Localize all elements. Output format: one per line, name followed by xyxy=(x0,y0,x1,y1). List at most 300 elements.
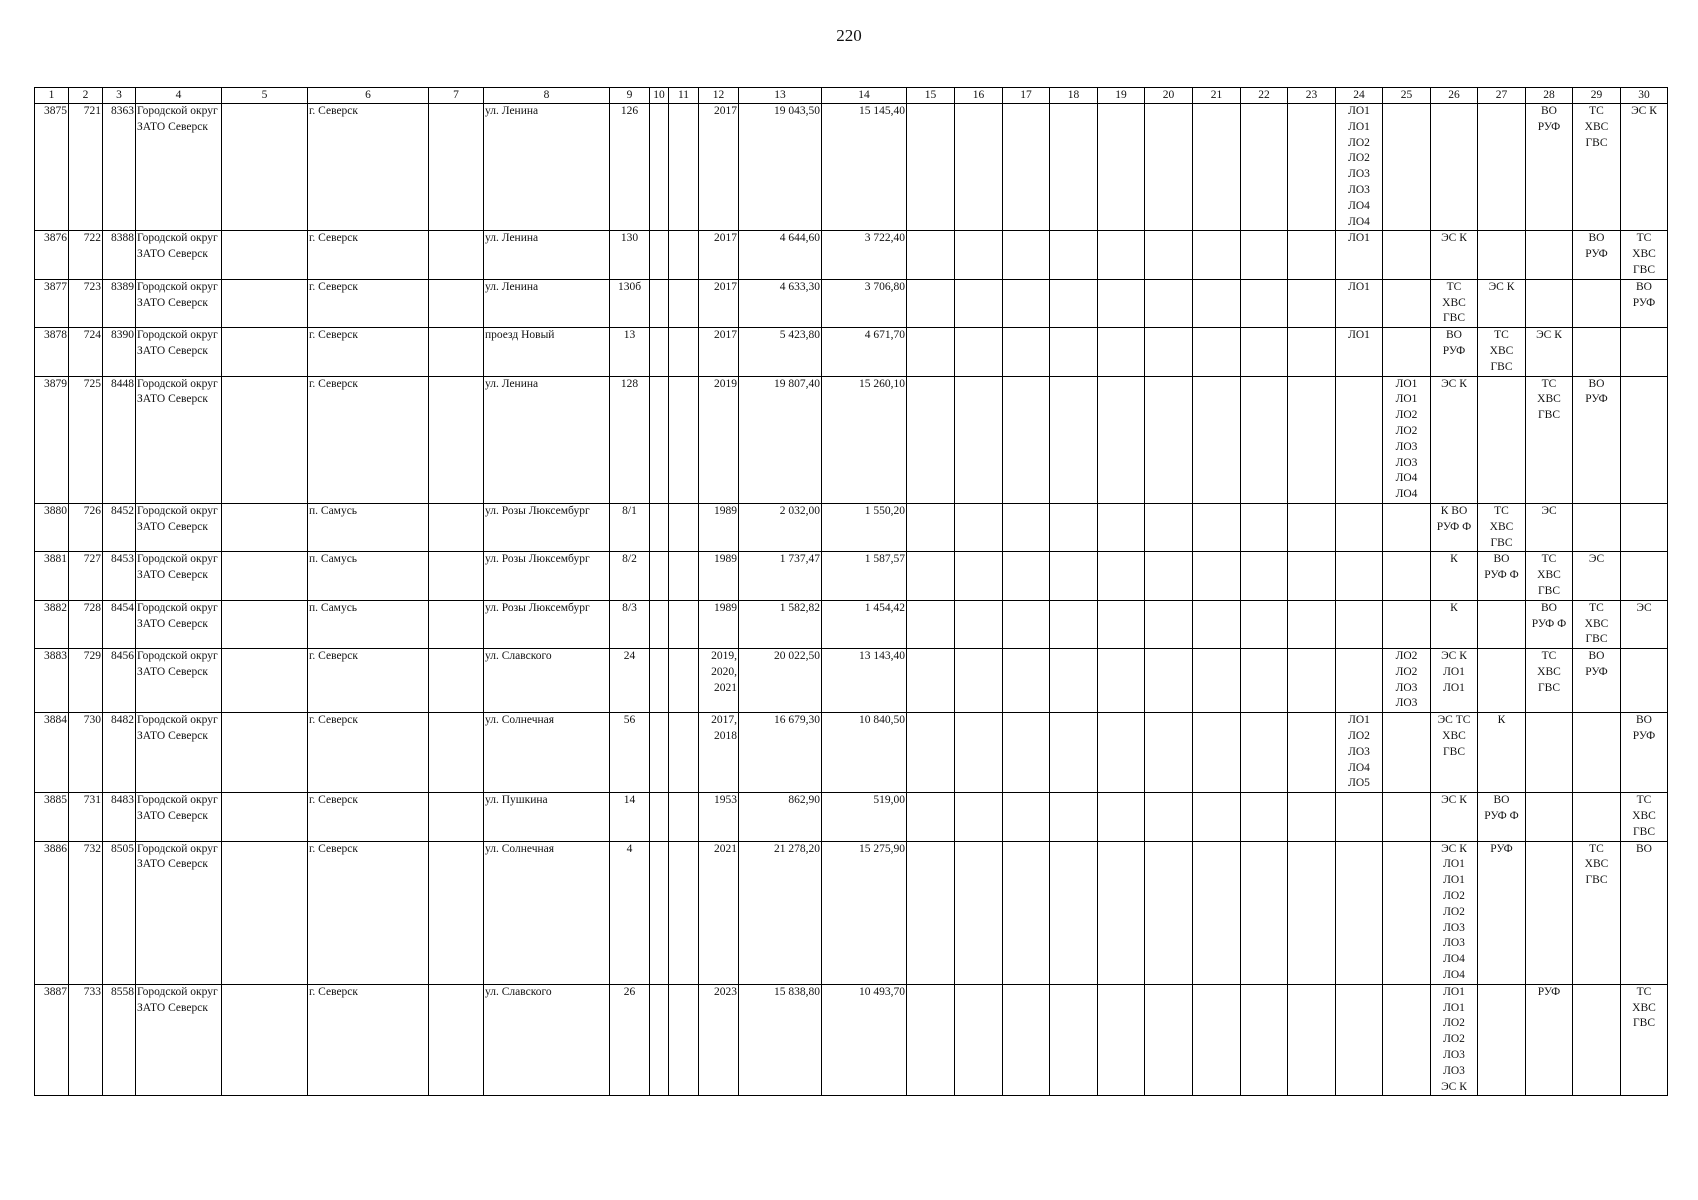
cell-col-18 xyxy=(1050,328,1098,376)
cell-col-20 xyxy=(1145,984,1193,1096)
cell-col-18 xyxy=(1050,503,1098,551)
cell-col-28: ВО РУФ xyxy=(1526,104,1573,231)
cell-col-28 xyxy=(1526,841,1573,984)
cell-col-11 xyxy=(669,841,699,984)
cell-col-6: г. Северск xyxy=(308,328,429,376)
cell-col-22 xyxy=(1241,104,1288,231)
cell-col-26: ЭС К xyxy=(1431,231,1478,279)
cell-col-15 xyxy=(907,328,955,376)
table-row xyxy=(35,503,1668,551)
cell-col-5 xyxy=(222,552,308,600)
table-row xyxy=(35,104,1668,231)
cell-col-27: ТС ХВС ГВС xyxy=(1478,328,1526,376)
cell-col-25 xyxy=(1383,104,1431,231)
cell-col-26: ЭС К ЛО1 ЛО1 xyxy=(1431,649,1478,713)
cell-col-5 xyxy=(222,600,308,648)
cell-col-7 xyxy=(429,984,484,1096)
cell-col-17 xyxy=(1003,649,1050,713)
cell-col-12: 2021 xyxy=(699,841,739,984)
cell-col-9: 128 xyxy=(610,376,650,503)
cell-col-19 xyxy=(1098,376,1145,503)
cell-col-30: ТС ХВС ГВС xyxy=(1621,984,1668,1096)
cell-col-18 xyxy=(1050,552,1098,600)
cell-col-9: 26 xyxy=(610,984,650,1096)
cell-col-7 xyxy=(429,713,484,793)
cell-col-23 xyxy=(1288,104,1336,231)
column-header-25: 25 xyxy=(1383,88,1431,104)
cell-col-7 xyxy=(429,376,484,503)
cell-col-10 xyxy=(650,793,669,841)
cell-col-3: 8452 xyxy=(103,503,136,551)
cell-col-5 xyxy=(222,279,308,327)
cell-col-12: 1989 xyxy=(699,552,739,600)
cell-col-6: п. Самусь xyxy=(308,552,429,600)
cell-col-10 xyxy=(650,713,669,793)
cell-col-28 xyxy=(1526,279,1573,327)
cell-col-27: РУФ xyxy=(1478,841,1526,984)
header-row xyxy=(35,88,1668,104)
cell-col-28 xyxy=(1526,793,1573,841)
cell-col-20 xyxy=(1145,376,1193,503)
cell-col-3: 8389 xyxy=(103,279,136,327)
cell-col-10 xyxy=(650,279,669,327)
cell-col-27: ВО РУФ Ф xyxy=(1478,552,1526,600)
cell-col-4: Городской округ ЗАТО Северск xyxy=(136,649,222,713)
cell-col-11 xyxy=(669,279,699,327)
cell-col-30: ТС ХВС ГВС xyxy=(1621,793,1668,841)
cell-col-24 xyxy=(1336,503,1383,551)
cell-col-13: 16 679,30 xyxy=(739,713,822,793)
column-header-18: 18 xyxy=(1050,88,1098,104)
cell-col-26: ЛО1 ЛО1 ЛО2 ЛО2 ЛО3 ЛО3 ЭС К xyxy=(1431,984,1478,1096)
column-header-7: 7 xyxy=(429,88,484,104)
cell-col-1: 3878 xyxy=(35,328,69,376)
column-header-29: 29 xyxy=(1573,88,1621,104)
cell-col-22 xyxy=(1241,503,1288,551)
cell-col-4: Городской округ ЗАТО Северск xyxy=(136,376,222,503)
cell-col-6: г. Северск xyxy=(308,104,429,231)
column-header-10: 10 xyxy=(650,88,669,104)
cell-col-14: 10 840,50 xyxy=(822,713,907,793)
cell-col-21 xyxy=(1193,984,1241,1096)
table-row xyxy=(35,793,1668,841)
column-header-2: 2 xyxy=(69,88,103,104)
cell-col-20 xyxy=(1145,841,1193,984)
cell-col-8: проезд Новый xyxy=(484,328,610,376)
cell-col-27 xyxy=(1478,600,1526,648)
cell-col-29 xyxy=(1573,328,1621,376)
cell-col-25: ЛО2 ЛО2 ЛО3 ЛО3 xyxy=(1383,649,1431,713)
cell-col-23 xyxy=(1288,793,1336,841)
table-row xyxy=(35,328,1668,376)
cell-col-2: 725 xyxy=(69,376,103,503)
cell-col-5 xyxy=(222,649,308,713)
cell-col-15 xyxy=(907,713,955,793)
cell-col-6: г. Северск xyxy=(308,279,429,327)
cell-col-19 xyxy=(1098,231,1145,279)
cell-col-17 xyxy=(1003,231,1050,279)
cell-col-17 xyxy=(1003,713,1050,793)
cell-col-28: ЭС К xyxy=(1526,328,1573,376)
cell-col-15 xyxy=(907,279,955,327)
cell-col-20 xyxy=(1145,104,1193,231)
cell-col-9: 8/3 xyxy=(610,600,650,648)
cell-col-18 xyxy=(1050,713,1098,793)
cell-col-1: 3880 xyxy=(35,503,69,551)
cell-col-5 xyxy=(222,328,308,376)
cell-col-22 xyxy=(1241,231,1288,279)
cell-col-12: 2023 xyxy=(699,984,739,1096)
cell-col-3: 8483 xyxy=(103,793,136,841)
cell-col-30 xyxy=(1621,503,1668,551)
cell-col-23 xyxy=(1288,713,1336,793)
cell-col-17 xyxy=(1003,376,1050,503)
table-row xyxy=(35,376,1668,503)
column-header-28: 28 xyxy=(1526,88,1573,104)
cell-col-24: ЛО1 xyxy=(1336,279,1383,327)
cell-col-25 xyxy=(1383,279,1431,327)
cell-col-19 xyxy=(1098,713,1145,793)
cell-col-4: Городской округ ЗАТО Северск xyxy=(136,841,222,984)
cell-col-21 xyxy=(1193,279,1241,327)
column-header-13: 13 xyxy=(739,88,822,104)
cell-col-17 xyxy=(1003,600,1050,648)
cell-col-17 xyxy=(1003,104,1050,231)
cell-col-12: 2017 xyxy=(699,328,739,376)
cell-col-21 xyxy=(1193,376,1241,503)
cell-col-1: 3883 xyxy=(35,649,69,713)
cell-col-28: ТС ХВС ГВС xyxy=(1526,649,1573,713)
cell-col-29: ВО РУФ xyxy=(1573,649,1621,713)
cell-col-23 xyxy=(1288,984,1336,1096)
cell-col-29: ТС ХВС ГВС xyxy=(1573,600,1621,648)
cell-col-3: 8390 xyxy=(103,328,136,376)
cell-col-18 xyxy=(1050,841,1098,984)
cell-col-3: 8454 xyxy=(103,600,136,648)
cell-col-1: 3886 xyxy=(35,841,69,984)
cell-col-20 xyxy=(1145,503,1193,551)
cell-col-12: 2017 xyxy=(699,231,739,279)
cell-col-27: ТС ХВС ГВС xyxy=(1478,503,1526,551)
cell-col-3: 8363 xyxy=(103,104,136,231)
cell-col-4: Городской округ ЗАТО Северск xyxy=(136,279,222,327)
cell-col-3: 8558 xyxy=(103,984,136,1096)
cell-col-4: Городской округ ЗАТО Северск xyxy=(136,984,222,1096)
cell-col-6: г. Северск xyxy=(308,649,429,713)
cell-col-27: К xyxy=(1478,713,1526,793)
cell-col-9: 130 xyxy=(610,231,650,279)
cell-col-30 xyxy=(1621,328,1668,376)
cell-col-2: 730 xyxy=(69,713,103,793)
cell-col-6: г. Северск xyxy=(308,376,429,503)
cell-col-15 xyxy=(907,231,955,279)
cell-col-27 xyxy=(1478,376,1526,503)
cell-col-1: 3877 xyxy=(35,279,69,327)
cell-col-10 xyxy=(650,552,669,600)
cell-col-13: 19 807,40 xyxy=(739,376,822,503)
cell-col-22 xyxy=(1241,328,1288,376)
cell-col-17 xyxy=(1003,793,1050,841)
cell-col-23 xyxy=(1288,552,1336,600)
cell-col-29: ВО РУФ xyxy=(1573,376,1621,503)
cell-col-2: 728 xyxy=(69,600,103,648)
cell-col-13: 21 278,20 xyxy=(739,841,822,984)
cell-col-29: ВО РУФ xyxy=(1573,231,1621,279)
cell-col-15 xyxy=(907,376,955,503)
cell-col-13: 20 022,50 xyxy=(739,649,822,713)
column-header-4: 4 xyxy=(136,88,222,104)
cell-col-10 xyxy=(650,231,669,279)
cell-col-26: ЭС К xyxy=(1431,376,1478,503)
cell-col-2: 723 xyxy=(69,279,103,327)
cell-col-25 xyxy=(1383,231,1431,279)
cell-col-16 xyxy=(955,231,1003,279)
cell-col-3: 8448 xyxy=(103,376,136,503)
cell-col-2: 733 xyxy=(69,984,103,1096)
cell-col-10 xyxy=(650,503,669,551)
cell-col-10 xyxy=(650,600,669,648)
cell-col-3: 8482 xyxy=(103,713,136,793)
cell-col-24: ЛО1 ЛО1 ЛО2 ЛО2 ЛО3 ЛО3 ЛО4 ЛО4 xyxy=(1336,104,1383,231)
cell-col-20 xyxy=(1145,713,1193,793)
cell-col-23 xyxy=(1288,841,1336,984)
cell-col-30: ВО РУФ xyxy=(1621,279,1668,327)
cell-col-8: ул. Ленина xyxy=(484,231,610,279)
cell-col-30 xyxy=(1621,376,1668,503)
cell-col-18 xyxy=(1050,600,1098,648)
cell-col-8: ул. Славского xyxy=(484,984,610,1096)
cell-col-30: ТС ХВС ГВС xyxy=(1621,231,1668,279)
cell-col-19 xyxy=(1098,600,1145,648)
cell-col-25 xyxy=(1383,600,1431,648)
cell-col-16 xyxy=(955,503,1003,551)
cell-col-11 xyxy=(669,713,699,793)
cell-col-11 xyxy=(669,503,699,551)
cell-col-25 xyxy=(1383,503,1431,551)
cell-col-18 xyxy=(1050,279,1098,327)
cell-col-3: 8456 xyxy=(103,649,136,713)
cell-col-18 xyxy=(1050,231,1098,279)
cell-col-16 xyxy=(955,713,1003,793)
cell-col-2: 722 xyxy=(69,231,103,279)
cell-col-24: ЛО1 xyxy=(1336,231,1383,279)
cell-col-24 xyxy=(1336,793,1383,841)
cell-col-18 xyxy=(1050,104,1098,231)
cell-col-6: г. Северск xyxy=(308,984,429,1096)
cell-col-19 xyxy=(1098,104,1145,231)
cell-col-24 xyxy=(1336,552,1383,600)
cell-col-27 xyxy=(1478,231,1526,279)
cell-col-20 xyxy=(1145,793,1193,841)
cell-col-10 xyxy=(650,984,669,1096)
cell-col-8: ул. Солнечная xyxy=(484,841,610,984)
cell-col-13: 15 838,80 xyxy=(739,984,822,1096)
cell-col-7 xyxy=(429,600,484,648)
cell-col-10 xyxy=(650,376,669,503)
cell-col-17 xyxy=(1003,279,1050,327)
cell-col-4: Городской округ ЗАТО Северск xyxy=(136,793,222,841)
cell-col-28: ТС ХВС ГВС xyxy=(1526,552,1573,600)
column-header-8: 8 xyxy=(484,88,610,104)
column-header-1: 1 xyxy=(35,88,69,104)
cell-col-12: 2017 xyxy=(699,104,739,231)
cell-col-12: 2019, 2020, 2021 xyxy=(699,649,739,713)
cell-col-2: 731 xyxy=(69,793,103,841)
cell-col-11 xyxy=(669,231,699,279)
cell-col-5 xyxy=(222,104,308,231)
cell-col-16 xyxy=(955,984,1003,1096)
cell-col-11 xyxy=(669,984,699,1096)
cell-col-4: Городской округ ЗАТО Северск xyxy=(136,713,222,793)
cell-col-16 xyxy=(955,600,1003,648)
cell-col-20 xyxy=(1145,552,1193,600)
cell-col-1: 3882 xyxy=(35,600,69,648)
column-header-9: 9 xyxy=(610,88,650,104)
cell-col-15 xyxy=(907,503,955,551)
cell-col-24 xyxy=(1336,376,1383,503)
cell-col-23 xyxy=(1288,376,1336,503)
cell-col-26: ВО РУФ xyxy=(1431,328,1478,376)
cell-col-28: ВО РУФ Ф xyxy=(1526,600,1573,648)
column-header-22: 22 xyxy=(1241,88,1288,104)
cell-col-6: г. Северск xyxy=(308,793,429,841)
column-header-5: 5 xyxy=(222,88,308,104)
cell-col-11 xyxy=(669,600,699,648)
cell-col-9: 126 xyxy=(610,104,650,231)
cell-col-11 xyxy=(669,376,699,503)
column-header-15: 15 xyxy=(907,88,955,104)
cell-col-11 xyxy=(669,104,699,231)
cell-col-5 xyxy=(222,713,308,793)
cell-col-8: ул. Солнечная xyxy=(484,713,610,793)
cell-col-4: Городской округ ЗАТО Северск xyxy=(136,552,222,600)
cell-col-26: ЭС К ЛО1 ЛО1 ЛО2 ЛО2 ЛО3 ЛО3 ЛО4 ЛО4 xyxy=(1431,841,1478,984)
cell-col-14: 10 493,70 xyxy=(822,984,907,1096)
cell-col-9: 56 xyxy=(610,713,650,793)
cell-col-24 xyxy=(1336,984,1383,1096)
cell-col-4: Городской округ ЗАТО Северск xyxy=(136,328,222,376)
cell-col-20 xyxy=(1145,328,1193,376)
cell-col-6: п. Самусь xyxy=(308,503,429,551)
cell-col-6: п. Самусь xyxy=(308,600,429,648)
cell-col-14: 1 454,42 xyxy=(822,600,907,648)
table-row xyxy=(35,841,1668,984)
cell-col-26: К ВО РУФ Ф xyxy=(1431,503,1478,551)
cell-col-29 xyxy=(1573,279,1621,327)
cell-col-5 xyxy=(222,984,308,1096)
cell-col-15 xyxy=(907,841,955,984)
cell-col-29 xyxy=(1573,793,1621,841)
column-header-19: 19 xyxy=(1098,88,1145,104)
table-row xyxy=(35,984,1668,1096)
cell-col-18 xyxy=(1050,376,1098,503)
column-header-21: 21 xyxy=(1193,88,1241,104)
cell-col-28: ТС ХВС ГВС xyxy=(1526,376,1573,503)
cell-col-27 xyxy=(1478,649,1526,713)
cell-col-11 xyxy=(669,552,699,600)
cell-col-14: 15 260,10 xyxy=(822,376,907,503)
cell-col-16 xyxy=(955,793,1003,841)
cell-col-1: 3887 xyxy=(35,984,69,1096)
cell-col-23 xyxy=(1288,649,1336,713)
cell-col-26: ЭС ТС ХВС ГВС xyxy=(1431,713,1478,793)
cell-col-9: 13 xyxy=(610,328,650,376)
cell-col-24 xyxy=(1336,600,1383,648)
cell-col-28: РУФ xyxy=(1526,984,1573,1096)
cell-col-15 xyxy=(907,649,955,713)
cell-col-21 xyxy=(1193,600,1241,648)
cell-col-7 xyxy=(429,841,484,984)
cell-col-5 xyxy=(222,793,308,841)
cell-col-23 xyxy=(1288,503,1336,551)
cell-col-8: ул. Ленина xyxy=(484,279,610,327)
cell-col-5 xyxy=(222,841,308,984)
cell-col-9: 8/1 xyxy=(610,503,650,551)
cell-col-13: 19 043,50 xyxy=(739,104,822,231)
cell-col-25 xyxy=(1383,984,1431,1096)
column-header-27: 27 xyxy=(1478,88,1526,104)
cell-col-29 xyxy=(1573,713,1621,793)
cell-col-1: 3884 xyxy=(35,713,69,793)
cell-col-22 xyxy=(1241,984,1288,1096)
cell-col-2: 724 xyxy=(69,328,103,376)
column-header-24: 24 xyxy=(1336,88,1383,104)
cell-col-14: 15 145,40 xyxy=(822,104,907,231)
cell-col-19 xyxy=(1098,793,1145,841)
table-row xyxy=(35,600,1668,648)
cell-col-19 xyxy=(1098,279,1145,327)
cell-col-14: 3 722,40 xyxy=(822,231,907,279)
cell-col-14: 4 671,70 xyxy=(822,328,907,376)
cell-col-25 xyxy=(1383,713,1431,793)
cell-col-29: ТС ХВС ГВС xyxy=(1573,104,1621,231)
cell-col-1: 3881 xyxy=(35,552,69,600)
cell-col-22 xyxy=(1241,841,1288,984)
cell-col-1: 3879 xyxy=(35,376,69,503)
cell-col-15 xyxy=(907,552,955,600)
cell-col-14: 13 143,40 xyxy=(822,649,907,713)
cell-col-26: ЭС К xyxy=(1431,793,1478,841)
cell-col-22 xyxy=(1241,600,1288,648)
cell-col-16 xyxy=(955,649,1003,713)
cell-col-23 xyxy=(1288,328,1336,376)
table-row xyxy=(35,649,1668,713)
cell-col-24 xyxy=(1336,841,1383,984)
column-header-23: 23 xyxy=(1288,88,1336,104)
cell-col-21 xyxy=(1193,104,1241,231)
cell-col-16 xyxy=(955,104,1003,231)
cell-col-1: 3875 xyxy=(35,104,69,231)
cell-col-13: 862,90 xyxy=(739,793,822,841)
cell-col-21 xyxy=(1193,552,1241,600)
cell-col-24 xyxy=(1336,649,1383,713)
cell-col-4: Городской округ ЗАТО Северск xyxy=(136,503,222,551)
cell-col-20 xyxy=(1145,600,1193,648)
cell-col-7 xyxy=(429,279,484,327)
cell-col-24: ЛО1 xyxy=(1336,328,1383,376)
cell-col-29 xyxy=(1573,503,1621,551)
cell-col-21 xyxy=(1193,231,1241,279)
cell-col-14: 15 275,90 xyxy=(822,841,907,984)
cell-col-22 xyxy=(1241,649,1288,713)
cell-col-22 xyxy=(1241,552,1288,600)
cell-col-18 xyxy=(1050,649,1098,713)
cell-col-2: 727 xyxy=(69,552,103,600)
cell-col-5 xyxy=(222,231,308,279)
cell-col-7 xyxy=(429,104,484,231)
cell-col-11 xyxy=(669,793,699,841)
cell-col-15 xyxy=(907,793,955,841)
